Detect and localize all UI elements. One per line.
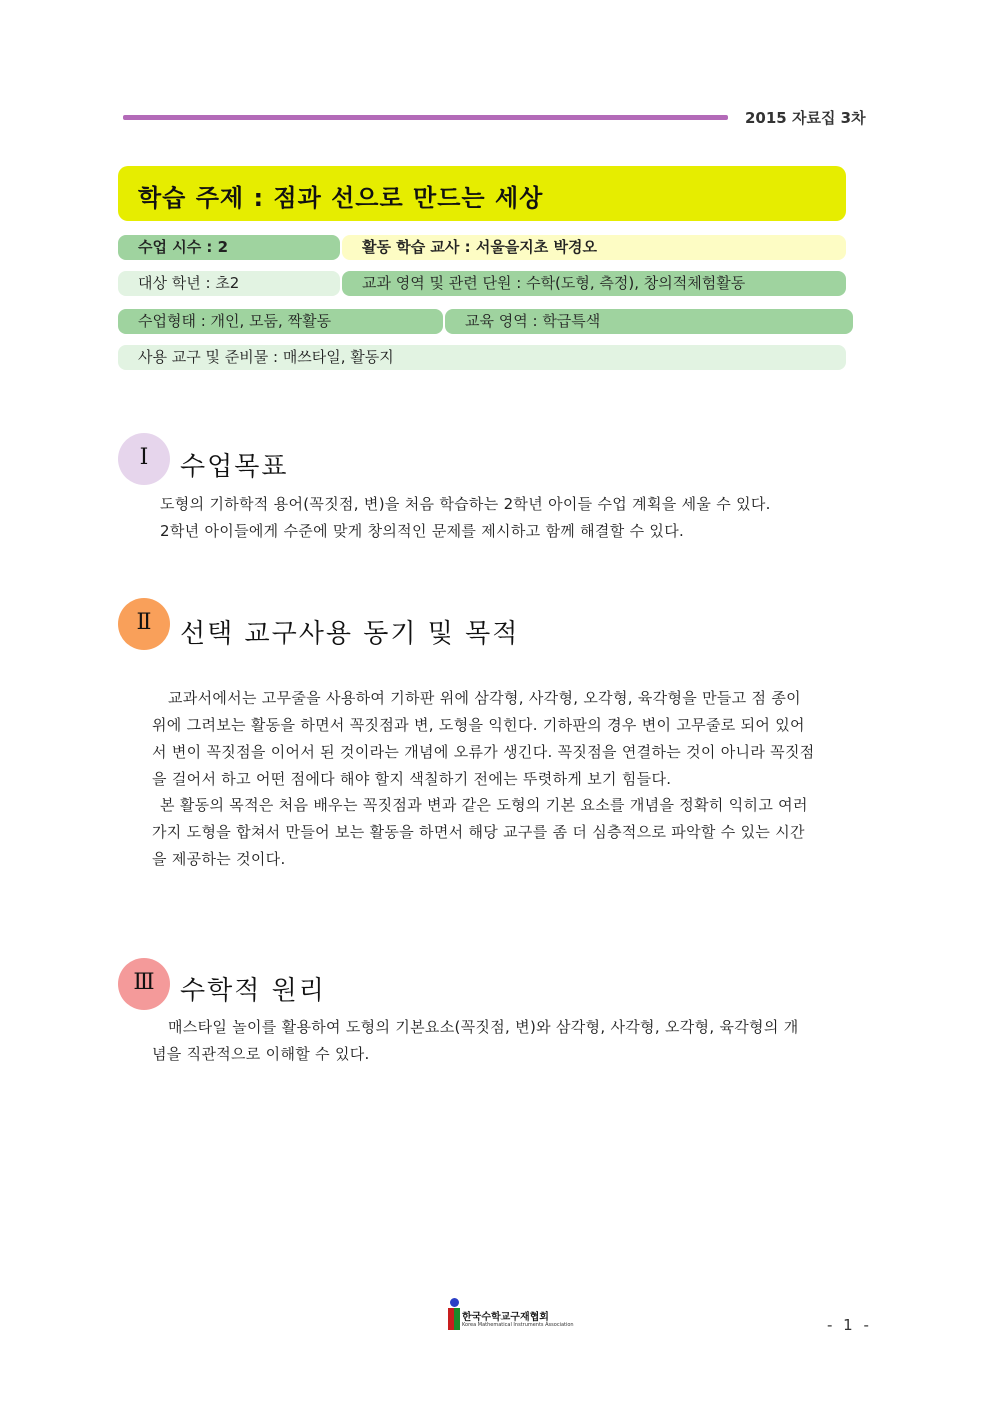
section-3-line-2: 념을 직관적으로 이해할 수 있다.: [152, 1045, 370, 1063]
logo-subtitle: Korea Mathematical Instruments Association: [462, 1322, 574, 1328]
section-2-line-7: 을 제공하는 것이다.: [152, 850, 286, 868]
section-1-line-2: 2학년 아이들에게 수준에 맞게 창의적인 문제를 제시하고 함께 해결할 수 있다.: [160, 522, 685, 540]
section-2-line-4: 을 걸어서 하고 어떤 점에다 해야 할지 색칠하기 전에는 뚜렷하게 보기 힘들다.: [152, 770, 672, 788]
logo-name: 한국수학교구재협회: [462, 1312, 549, 1323]
info-tools: 사용 교구 및 준비물 : 매쓰타일, 활동지: [118, 345, 846, 370]
page-title: 학습 주제 : 점과 선으로 만드는 세상: [138, 184, 544, 212]
info-grade: 대상 학년 : 초2: [118, 271, 340, 296]
association-logo: [448, 1298, 574, 1334]
section-1-line-1: 도형의 기하학적 용어(꼭짓점, 변)을 처음 학습하는 2학년 아이들 수업 계획을 세울 수 있다.: [160, 495, 771, 513]
section-2-line-1: 교과서에서는 고무줄을 사용하여 기하판 위에 삼각형, 사각형, 오각형, 육각형을 만들고 점 종이: [168, 689, 801, 707]
info-subject: 교과 영역 및 관련 단원 : 수학(도형, 측정), 창의적체험활동: [342, 271, 846, 296]
doc-label: 2015 자료집 3차: [745, 109, 866, 127]
section-2-line-2: 위에 그려보는 활동을 하면서 꼭짓점과 변, 도형을 익힌다. 기하판의 경우 변이 고무줄로 되어 있어: [152, 716, 805, 734]
header-rule: [123, 115, 728, 120]
section-2-numeral-badge: Ⅱ: [118, 598, 170, 650]
section-1-numeral-badge: Ⅰ: [118, 433, 170, 485]
section-3-numeral-badge: Ⅲ: [118, 958, 170, 1010]
title-banner: [118, 166, 846, 221]
section-2-title: 선택 교구사용 동기 및 목적: [180, 619, 520, 649]
section-3-title: 수학적 원리: [180, 976, 326, 1006]
info-hours: 수업 시수 : 2: [118, 235, 340, 260]
logo-dot-icon: [450, 1298, 459, 1307]
info-edu-area: 교육 영역 : 학급특색: [445, 309, 853, 334]
section-2-line-5: 본 활동의 목적은 처음 배우는 꼭짓점과 변과 같은 도형의 기본 요소를 개념을 정확히 익히고 여러: [160, 796, 808, 814]
section-2-line-6: 가지 도형을 합쳐서 만들어 보는 활동을 하면서 해당 교구를 좀 더 심층적으로 파악할 수 있는 시간: [152, 823, 805, 841]
page-number: - 1 -: [827, 1316, 872, 1334]
section-3-line-1: 매스타일 놀이를 활용하여 도형의 기본요소(꼭짓점, 변)와 삼각형, 사각형, 오각형, 육각형의 개: [168, 1018, 799, 1036]
section-2-line-3: 서 변이 꼭짓점을 이어서 된 것이라는 개념에 오류가 생긴다. 꼭짓점을 연결하는 것이 아니라 꼭짓점: [152, 743, 815, 761]
info-teacher: 활동 학습 교사 : 서울을지초 박경오: [342, 235, 846, 260]
info-form: 수업형태 : 개인, 모둠, 짝활동: [118, 309, 443, 334]
logo-bar-icon: [454, 1308, 460, 1330]
section-1-title: 수업목표: [180, 452, 289, 482]
